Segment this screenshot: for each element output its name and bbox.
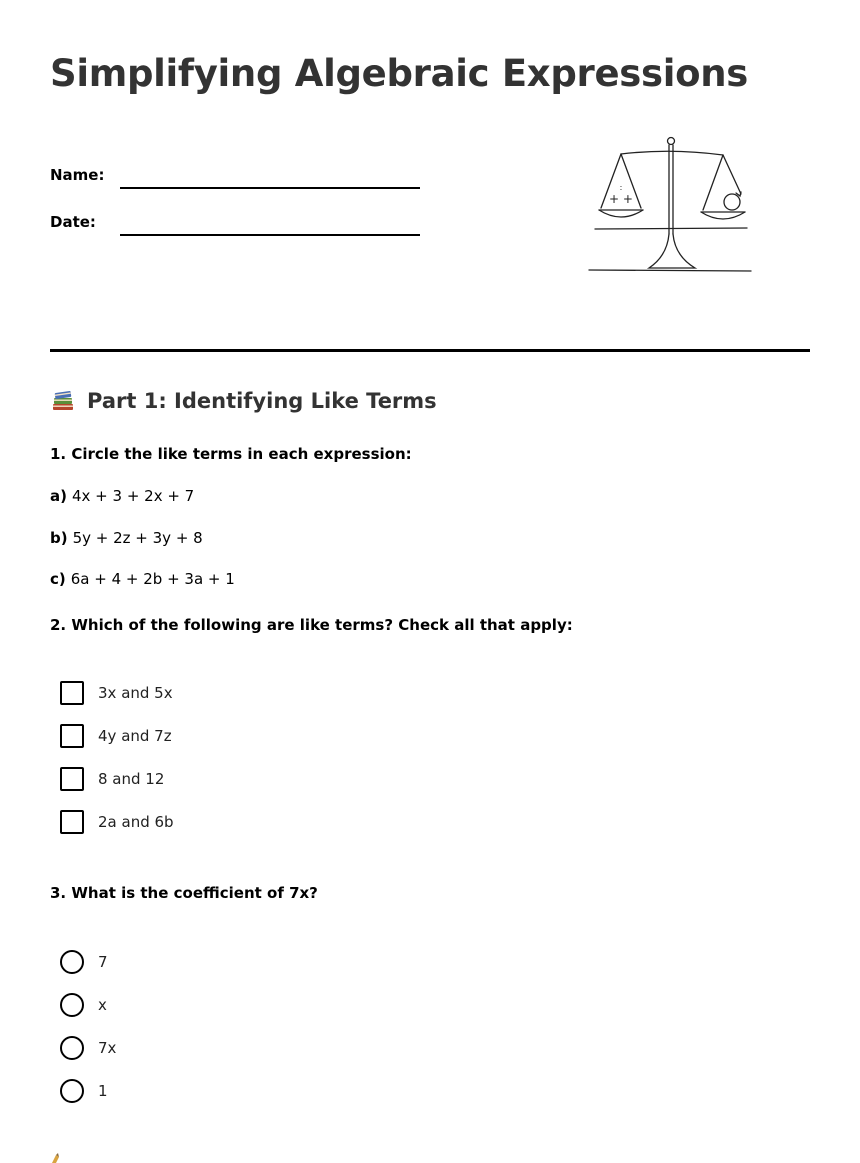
checkbox-option-label: 3x and 5x <box>98 684 173 702</box>
question-1-prompt: 1. Circle the like terms in each expression: <box>50 445 412 463</box>
checkbox[interactable] <box>60 767 84 791</box>
radio-option-label: 7 <box>98 953 108 971</box>
checkbox-option[interactable] <box>60 810 174 834</box>
checkbox-option[interactable] <box>60 724 172 748</box>
expression-text[interactable]: 5y + 2z + 3y + 8 <box>72 529 203 547</box>
expression-text[interactable]: 6a + 4 + 2b + 3a + 1 <box>70 570 235 588</box>
radio-option-label: 7x <box>98 1039 117 1057</box>
radio-button[interactable] <box>60 950 84 974</box>
pencil-icon <box>50 1153 64 1163</box>
radio-option[interactable] <box>60 993 107 1017</box>
date-field-line[interactable] <box>120 234 420 236</box>
expression-letter: a) <box>50 487 67 505</box>
expression-a <box>50 487 194 505</box>
page-title: Simplifying Algebraic Expressions <box>50 52 749 95</box>
section-heading-part-1 <box>50 388 437 414</box>
checkbox-option[interactable] <box>60 767 164 791</box>
radio-option[interactable] <box>60 1036 116 1060</box>
radio-option-label: 1 <box>98 1082 108 1100</box>
checkbox-option[interactable] <box>60 681 173 705</box>
checkbox-option-label: 2a and 6b <box>98 813 174 831</box>
section-title-text: Part 1: Identifying Like Terms <box>87 389 437 413</box>
checkbox[interactable] <box>60 724 84 748</box>
left-pan-colon: : <box>619 183 623 192</box>
radio-button[interactable] <box>60 993 84 1017</box>
expression-text[interactable]: 4x + 3 + 2x + 7 <box>71 487 195 505</box>
expression-letter: c) <box>50 570 66 588</box>
name-field-line[interactable] <box>120 187 420 189</box>
checkbox-option-label: 4y and 7z <box>98 727 172 745</box>
expression-letter: b) <box>50 529 68 547</box>
name-label: Name: <box>50 166 105 184</box>
question-2-prompt: 2. Which of the following are like terms? Check all that apply: <box>50 616 573 634</box>
section-divider <box>50 349 810 352</box>
balance-scale-icon <box>585 134 755 279</box>
checkbox[interactable] <box>60 681 84 705</box>
expression-c <box>50 570 235 588</box>
left-pan-plus-signs: + + <box>609 192 633 206</box>
question-3-prompt: 3. What is the coefficient of 7x? <box>50 884 318 902</box>
date-label: Date: <box>50 213 96 231</box>
radio-button[interactable] <box>60 1079 84 1103</box>
radio-option[interactable] <box>60 1079 108 1103</box>
radio-button[interactable] <box>60 1036 84 1060</box>
checkbox-option-label: 8 and 12 <box>98 770 165 788</box>
expression-b <box>50 529 203 547</box>
radio-option-label: x <box>98 996 107 1014</box>
radio-option[interactable] <box>60 950 108 974</box>
checkbox[interactable] <box>60 810 84 834</box>
books-icon <box>50 388 76 414</box>
